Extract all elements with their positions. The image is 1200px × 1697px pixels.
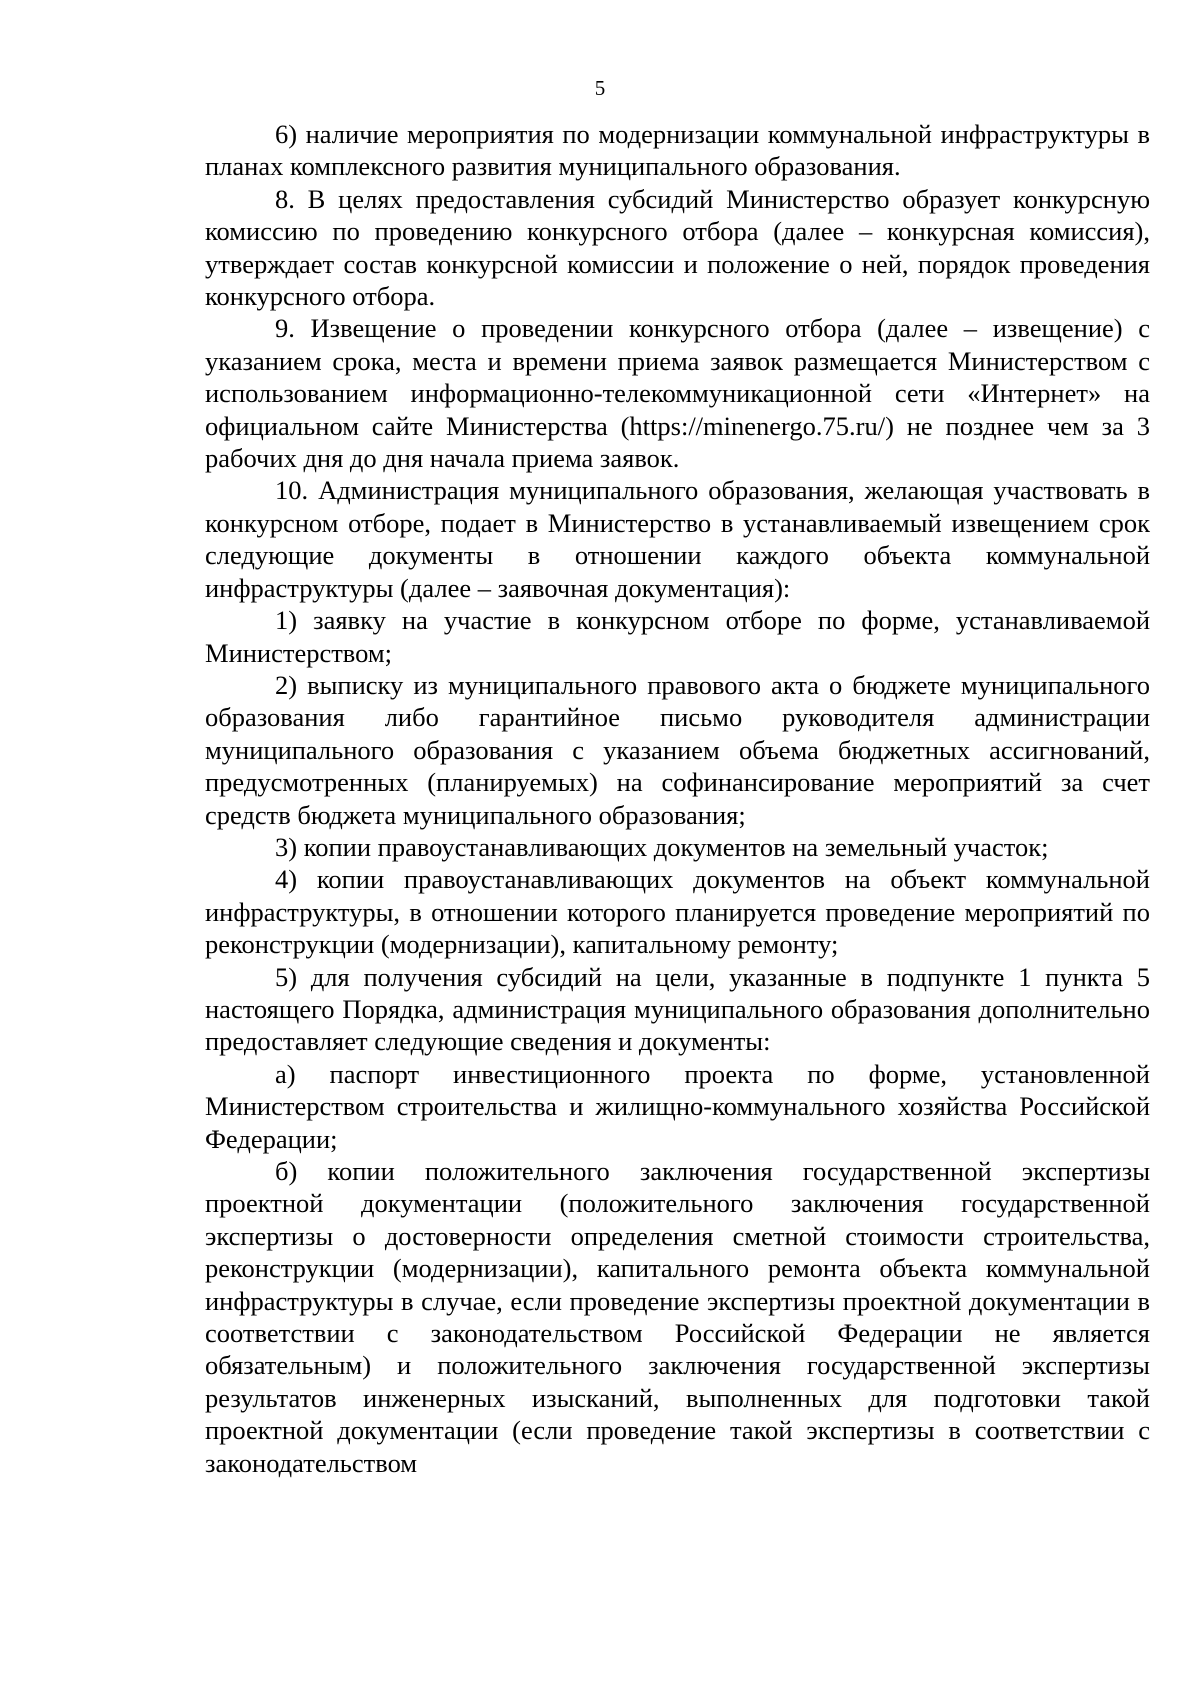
paragraph-clause-9: 9. Извещение о проведении конкурсного отбора (далее – извещение) с указанием срока, места и времени приема заявок размещается Министерством с использованием информационно-телекоммуникационной сети «Интернет» на официальном сайте Министерства (https://minenergo.75.ru/) не позднее чем за 3 рабочих дня до дня начала приема заявок. [205, 313, 1150, 474]
paragraph-item-6: 6) наличие мероприятия по модернизации коммунальной инфраструктуры в планах комплексного развития муниципального образования. [205, 119, 1150, 182]
paragraph-item-2: 2) выписку из муниципального правового акта о бюджете муниципального образования либо гарантийное письмо руководителя администрации муниципального образования с указанием объема бюджетных ассигнований, предусмотренных (планируемых) на софинансирование мероприятий за счет средств бюджета муниципального образования; [205, 669, 1150, 830]
paragraph-clause-10: 10. Администрация муниципального образования, желающая участвовать в конкурсном отборе, подает в Министерство в устанавливаемый извещением срок следующие документы в отношении каждого объекта коммунальной инфраструктуры (далее – заявочная документация): [205, 475, 1150, 603]
paragraph-clause-8: 8. В целях предоставления субсидий Министерство образует конкурсную комиссию по проведению конкурсного отбора (далее – конкурсная комиссия), утверждает состав конкурсной комиссии и положение о ней, порядок проведения конкурсного отбора. [205, 183, 1150, 312]
paragraph-item-3: 3) копии правоустанавливающих документов на земельный участок; [275, 831, 1049, 862]
page-number: 5 [594, 76, 606, 100]
document-body [205, 118, 1150, 1479]
paragraph-item-4: 4) копии правоустанавливающих документов на объект коммунальной инфраструктуры, в отношении которого планируется проведение мероприятий по реконструкции (модернизации), капитальному ремонту; [205, 864, 1150, 960]
paragraph-item-1: 1) заявку на участие в конкурсном отборе по форме, устанавливаемой Министерством; [205, 605, 1150, 668]
paragraph-subitem-a: а) паспорт инвестиционного проекта по форме, установленной Министерством строительства и жилищно-коммунального хозяйства Российской Федерации; [205, 1058, 1150, 1154]
paragraph-subitem-b: б) копии положительного заключения государственной экспертизы проектной документации (положительного заключения государственной экспертизы о достоверности определения сметной стоимости строительства, реконструкции (модернизации), капитального ремонта объекта коммунальной инфраструктуры в случае, если проведение экспертизы проектной документации в соответствии с законодательством Российской Федерации не является обязательным) и положительного заключения государственной экспертизы результатов инженерных изысканий, выполненных для подготовки такой проектной документации (если проведение такой экспертизы в соответствии с законодательством [205, 1156, 1150, 1478]
paragraph-item-5: 5) для получения субсидий на цели, указанные в подпункте 1 пункта 5 настоящего Порядка, администрация муниципального образования дополнительно предоставляет следующие сведения и документы: [205, 961, 1150, 1057]
